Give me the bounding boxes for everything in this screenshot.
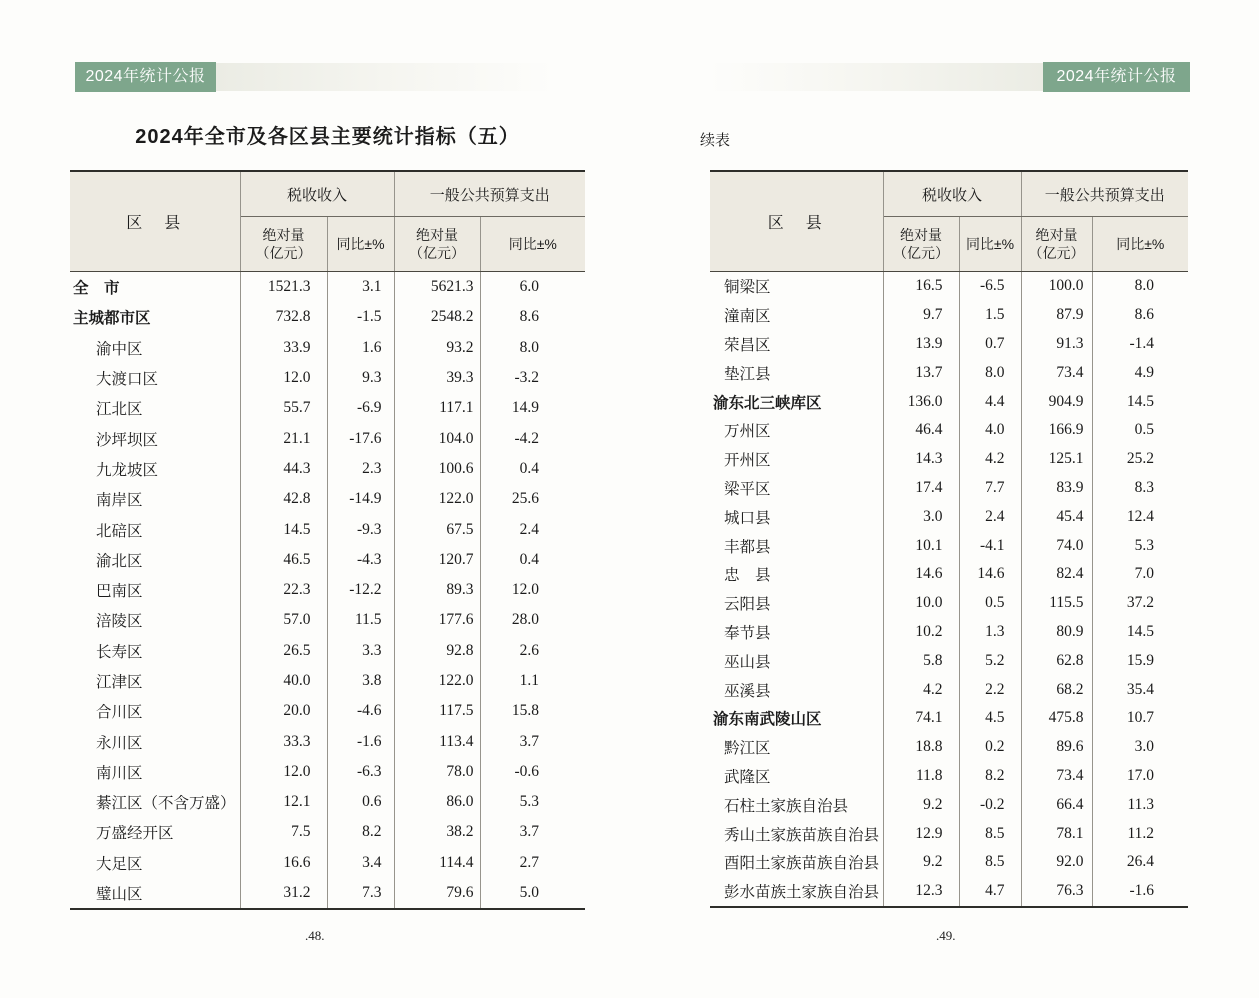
value-cell: 2.4 (959, 502, 1021, 531)
value-cell: 100.0 (1021, 272, 1092, 301)
value-cell: 73.4 (1021, 358, 1092, 387)
region-name: 主城都市区 (70, 302, 240, 332)
value-cell: 14.5 (1092, 618, 1188, 647)
value-cell: 7.5 (240, 817, 327, 847)
value-cell: 15.8 (480, 696, 585, 726)
region-name: 璧山区 (70, 878, 240, 909)
region-name: 万盛经开区 (70, 817, 240, 847)
absolute-amount-label: 绝对量 (1035, 227, 1078, 243)
value-cell: 5.8 (883, 646, 959, 675)
value-cell: 26.4 (1092, 848, 1188, 877)
value-cell: 0.6 (327, 787, 394, 817)
col-header-absolute-amount (240, 217, 327, 272)
value-cell: 10.2 (883, 618, 959, 647)
value-cell: 1.6 (327, 333, 394, 363)
value-cell: 732.8 (240, 302, 327, 332)
absolute-amount-label: 绝对量 (262, 227, 305, 243)
value-cell: 0.4 (480, 545, 585, 575)
value-cell: 2.4 (480, 514, 585, 544)
value-cell: 91.3 (1021, 330, 1092, 359)
left-table-header (70, 171, 585, 272)
table-row (710, 733, 1188, 762)
value-cell: 8.5 (959, 819, 1021, 848)
value-cell: 20.0 (240, 696, 327, 726)
value-cell: 2.6 (480, 636, 585, 666)
value-cell: 12.3 (883, 877, 959, 907)
region-name: 秀山土家族苗族自治县 (710, 819, 883, 848)
table-row (710, 790, 1188, 819)
region-name: 綦江区（不含万盛） (70, 787, 240, 817)
region-name: 长寿区 (70, 636, 240, 666)
value-cell: 8.2 (327, 817, 394, 847)
value-cell: 3.0 (1092, 733, 1188, 762)
value-cell: 4.2 (883, 675, 959, 704)
value-cell: 104.0 (394, 423, 480, 453)
value-cell: 1.3 (959, 618, 1021, 647)
value-cell: 78.0 (394, 757, 480, 787)
table-row (70, 787, 585, 817)
value-cell: -0.2 (959, 790, 1021, 819)
table-row (710, 445, 1188, 474)
value-cell: -4.3 (327, 545, 394, 575)
value-cell: 76.3 (1021, 877, 1092, 907)
continued-table-label: 续表 (700, 132, 731, 149)
value-cell: 57.0 (240, 605, 327, 635)
value-cell: 26.5 (240, 636, 327, 666)
value-cell: 35.4 (1092, 675, 1188, 704)
value-cell: 1.1 (480, 666, 585, 696)
value-cell: 3.0 (883, 502, 959, 531)
table-row (70, 666, 585, 696)
value-cell: 14.9 (480, 393, 585, 423)
table-row (710, 330, 1188, 359)
value-cell: 14.5 (240, 514, 327, 544)
col-header-budget-expenditure: 一般公共预算支出 (1021, 171, 1188, 217)
value-cell: 17.0 (1092, 762, 1188, 791)
value-cell: 11.8 (883, 762, 959, 791)
value-cell: 42.8 (240, 484, 327, 514)
col-header-budget-expenditure: 一般公共预算支出 (394, 171, 585, 217)
value-cell: 6.0 (480, 272, 585, 303)
value-cell: 2548.2 (394, 302, 480, 332)
value-cell: 3.7 (480, 726, 585, 756)
region-name: 石柱土家族自治县 (710, 790, 883, 819)
value-cell: 115.5 (1021, 589, 1092, 618)
region-name: 南川区 (70, 757, 240, 787)
value-cell: 7.7 (959, 474, 1021, 503)
region-name: 云阳县 (710, 589, 883, 618)
value-cell: 92.8 (394, 636, 480, 666)
region-name: 渝中区 (70, 333, 240, 363)
value-cell: 0.7 (959, 330, 1021, 359)
value-cell: 12.4 (1092, 502, 1188, 531)
value-cell: 5.0 (480, 878, 585, 909)
value-cell: 8.0 (1092, 272, 1188, 301)
value-cell: -3.2 (480, 363, 585, 393)
value-cell: 136.0 (883, 387, 959, 416)
table-row (70, 636, 585, 666)
value-cell: 122.0 (394, 484, 480, 514)
value-cell: 21.1 (240, 423, 327, 453)
value-cell: 120.7 (394, 545, 480, 575)
value-cell: 8.3 (1092, 474, 1188, 503)
col-header-yoy: 同比±% (959, 217, 1021, 272)
header-strip-left (216, 63, 554, 91)
value-cell: 89.3 (394, 575, 480, 605)
value-cell: 80.9 (1021, 618, 1092, 647)
table-row (70, 302, 585, 332)
region-name: 涪陵区 (70, 605, 240, 635)
table-row (70, 817, 585, 847)
region-name: 渝东南武陵山区 (710, 704, 883, 733)
table-row (70, 605, 585, 635)
value-cell: 45.4 (1021, 502, 1092, 531)
value-cell: 9.2 (883, 848, 959, 877)
col-header-yoy: 同比±% (327, 217, 394, 272)
region-name: 忠 县 (710, 560, 883, 589)
value-cell: 14.6 (959, 560, 1021, 589)
value-cell: 55.7 (240, 393, 327, 423)
value-cell: -6.5 (959, 272, 1021, 301)
value-cell: 13.7 (883, 358, 959, 387)
value-cell: 8.6 (480, 302, 585, 332)
table-row (710, 848, 1188, 877)
header-badge-right: 2024年统计公报 (1043, 62, 1190, 92)
value-cell: 8.6 (1092, 301, 1188, 330)
table-row (710, 646, 1188, 675)
value-cell: 113.4 (394, 726, 480, 756)
value-cell: 22.3 (240, 575, 327, 605)
region-name: 丰都县 (710, 531, 883, 560)
value-cell: 37.2 (1092, 589, 1188, 618)
value-cell: 10.0 (883, 589, 959, 618)
table-row (70, 696, 585, 726)
table-row (710, 762, 1188, 791)
table-row (710, 416, 1188, 445)
region-name: 九龙坡区 (70, 454, 240, 484)
absolute-amount-unit: （亿元） (255, 245, 312, 261)
table-row (710, 272, 1188, 301)
value-cell: 904.9 (1021, 387, 1092, 416)
region-name: 垫江县 (710, 358, 883, 387)
region-name: 开州区 (710, 445, 883, 474)
region-name: 南岸区 (70, 484, 240, 514)
value-cell: 114.4 (394, 848, 480, 878)
value-cell: 5.2 (959, 646, 1021, 675)
value-cell: 74.1 (883, 704, 959, 733)
value-cell: 31.2 (240, 878, 327, 909)
value-cell: 62.8 (1021, 646, 1092, 675)
table-row (70, 393, 585, 423)
value-cell: 100.6 (394, 454, 480, 484)
table-row (710, 560, 1188, 589)
value-cell: 28.0 (480, 605, 585, 635)
value-cell: 3.4 (327, 848, 394, 878)
region-name: 渝北区 (70, 545, 240, 575)
left-table-body (70, 272, 585, 910)
table-row (710, 387, 1188, 416)
value-cell: 8.0 (959, 358, 1021, 387)
value-cell: 73.4 (1021, 762, 1092, 791)
value-cell: 2.7 (480, 848, 585, 878)
value-cell: 87.9 (1021, 301, 1092, 330)
value-cell: 12.1 (240, 787, 327, 817)
value-cell: 67.5 (394, 514, 480, 544)
region-name: 江津区 (70, 666, 240, 696)
value-cell: 12.0 (480, 575, 585, 605)
right-table-header (710, 171, 1188, 272)
value-cell: 3.8 (327, 666, 394, 696)
header-badge-left: 2024年统计公报 (75, 62, 216, 92)
region-name: 沙坪坝区 (70, 423, 240, 453)
value-cell: 14.6 (883, 560, 959, 589)
value-cell: 93.2 (394, 333, 480, 363)
value-cell: 25.6 (480, 484, 585, 514)
value-cell: 1.5 (959, 301, 1021, 330)
region-name: 永川区 (70, 726, 240, 756)
region-name: 北碚区 (70, 514, 240, 544)
value-cell: 8.0 (480, 333, 585, 363)
col-header-yoy: 同比±% (480, 217, 585, 272)
table-row (710, 877, 1188, 907)
value-cell: -4.1 (959, 531, 1021, 560)
region-name: 潼南区 (710, 301, 883, 330)
value-cell: -9.3 (327, 514, 394, 544)
region-name: 江北区 (70, 393, 240, 423)
region-name: 渝东北三峡库区 (710, 387, 883, 416)
value-cell: 11.2 (1092, 819, 1188, 848)
region-name: 万州区 (710, 416, 883, 445)
region-name: 荣昌区 (710, 330, 883, 359)
value-cell: 83.9 (1021, 474, 1092, 503)
page-title: 2024年全市及各区县主要统计指标（五） (135, 126, 520, 148)
value-cell: 12.0 (240, 363, 327, 393)
table-row (710, 819, 1188, 848)
value-cell: 0.5 (1092, 416, 1188, 445)
absolute-amount-label: 绝对量 (416, 227, 459, 243)
region-name: 巫山县 (710, 646, 883, 675)
value-cell: 4.0 (959, 416, 1021, 445)
table-row (710, 358, 1188, 387)
value-cell: 9.3 (327, 363, 394, 393)
value-cell: 78.1 (1021, 819, 1092, 848)
value-cell: -12.2 (327, 575, 394, 605)
value-cell: 7.3 (327, 878, 394, 909)
absolute-amount-unit: （亿元） (409, 245, 466, 261)
table-row (70, 575, 585, 605)
region-name: 彭水苗族土家族自治县 (710, 877, 883, 907)
value-cell: 18.8 (883, 733, 959, 762)
value-cell: 16.6 (240, 848, 327, 878)
value-cell: -4.2 (480, 423, 585, 453)
right-table-body (710, 272, 1188, 907)
value-cell: 14.3 (883, 445, 959, 474)
value-cell: 11.3 (1092, 790, 1188, 819)
value-cell: 2.3 (327, 454, 394, 484)
table-row (710, 704, 1188, 733)
value-cell: 5.3 (1092, 531, 1188, 560)
region-name: 梁平区 (710, 474, 883, 503)
table-row (710, 675, 1188, 704)
table-row (70, 363, 585, 393)
value-cell: 25.2 (1092, 445, 1188, 474)
value-cell: 82.4 (1021, 560, 1092, 589)
value-cell: 4.2 (959, 445, 1021, 474)
col-header-absolute-amount (1021, 217, 1092, 272)
region-name: 黔江区 (710, 733, 883, 762)
region-name: 大足区 (70, 848, 240, 878)
page-number-right: .49. (936, 928, 956, 943)
value-cell: 4.9 (1092, 358, 1188, 387)
right-stats-table (710, 170, 1188, 908)
value-cell: 4.5 (959, 704, 1021, 733)
value-cell: 0.2 (959, 733, 1021, 762)
value-cell: 12.0 (240, 757, 327, 787)
table-row (710, 301, 1188, 330)
region-name: 酉阳土家族苗族自治县 (710, 848, 883, 877)
table-row (710, 618, 1188, 647)
absolute-amount-unit: （亿元） (1028, 245, 1085, 261)
value-cell: 5621.3 (394, 272, 480, 303)
value-cell: 44.3 (240, 454, 327, 484)
table-row (70, 423, 585, 453)
value-cell: 33.3 (240, 726, 327, 756)
absolute-amount-unit: （亿元） (893, 245, 949, 261)
value-cell: 66.4 (1021, 790, 1092, 819)
table-row (70, 848, 585, 878)
table-row (70, 514, 585, 544)
value-cell: 16.5 (883, 272, 959, 301)
col-header-region: 区 县 (710, 171, 883, 272)
col-header-absolute-amount (394, 217, 480, 272)
region-name: 城口县 (710, 502, 883, 531)
value-cell: -1.6 (327, 726, 394, 756)
value-cell: 68.2 (1021, 675, 1092, 704)
table-row (710, 474, 1188, 503)
value-cell: -0.6 (480, 757, 585, 787)
table-row (710, 531, 1188, 560)
value-cell: 8.2 (959, 762, 1021, 791)
value-cell: 4.7 (959, 877, 1021, 907)
value-cell: 3.7 (480, 817, 585, 847)
value-cell: 4.4 (959, 387, 1021, 416)
value-cell: -17.6 (327, 423, 394, 453)
value-cell: 10.1 (883, 531, 959, 560)
region-name: 巫溪县 (710, 675, 883, 704)
value-cell: 5.3 (480, 787, 585, 817)
value-cell: 33.9 (240, 333, 327, 363)
value-cell: 2.2 (959, 675, 1021, 704)
value-cell: 8.5 (959, 848, 1021, 877)
region-name: 武隆区 (710, 762, 883, 791)
value-cell: 40.0 (240, 666, 327, 696)
value-cell: 9.7 (883, 301, 959, 330)
table-row (70, 272, 585, 303)
left-stats-table (70, 170, 585, 910)
value-cell: 39.3 (394, 363, 480, 393)
value-cell: 117.1 (394, 393, 480, 423)
value-cell: 46.4 (883, 416, 959, 445)
col-header-region: 区 县 (70, 171, 240, 272)
value-cell: 89.6 (1021, 733, 1092, 762)
value-cell: 17.4 (883, 474, 959, 503)
table-row (70, 454, 585, 484)
value-cell: 3.3 (327, 636, 394, 666)
value-cell: 9.2 (883, 790, 959, 819)
value-cell: 177.6 (394, 605, 480, 635)
absolute-amount-label: 绝对量 (900, 227, 942, 243)
value-cell: 38.2 (394, 817, 480, 847)
value-cell: 74.0 (1021, 531, 1092, 560)
region-name: 巴南区 (70, 575, 240, 605)
col-header-yoy: 同比±% (1092, 217, 1188, 272)
value-cell: 92.0 (1021, 848, 1092, 877)
value-cell: 15.9 (1092, 646, 1188, 675)
value-cell: 3.1 (327, 272, 394, 303)
value-cell: -4.6 (327, 696, 394, 726)
value-cell: 79.6 (394, 878, 480, 909)
table-row (70, 726, 585, 756)
value-cell: 0.4 (480, 454, 585, 484)
value-cell: 14.5 (1092, 387, 1188, 416)
table-row (70, 333, 585, 363)
region-name: 大渡口区 (70, 363, 240, 393)
table-row (70, 757, 585, 787)
region-name: 铜梁区 (710, 272, 883, 301)
value-cell: -6.9 (327, 393, 394, 423)
value-cell: -1.6 (1092, 877, 1188, 907)
value-cell: -6.3 (327, 757, 394, 787)
value-cell: -1.5 (327, 302, 394, 332)
value-cell: 12.9 (883, 819, 959, 848)
col-header-absolute-amount (883, 217, 959, 272)
region-name: 全 市 (70, 272, 240, 303)
region-name: 合川区 (70, 696, 240, 726)
header-strip-right (708, 63, 1043, 91)
table-row (70, 878, 585, 909)
value-cell: 0.5 (959, 589, 1021, 618)
value-cell: 122.0 (394, 666, 480, 696)
value-cell: 475.8 (1021, 704, 1092, 733)
value-cell: 11.5 (327, 605, 394, 635)
value-cell: -1.4 (1092, 330, 1188, 359)
region-name: 奉节县 (710, 618, 883, 647)
col-header-tax-revenue: 税收收入 (240, 171, 394, 217)
col-header-tax-revenue: 税收收入 (883, 171, 1021, 217)
value-cell: 46.5 (240, 545, 327, 575)
page-number-left: .48. (305, 928, 325, 943)
value-cell: 166.9 (1021, 416, 1092, 445)
table-row (710, 502, 1188, 531)
value-cell: 125.1 (1021, 445, 1092, 474)
value-cell: -14.9 (327, 484, 394, 514)
value-cell: 10.7 (1092, 704, 1188, 733)
value-cell: 13.9 (883, 330, 959, 359)
table-row (710, 589, 1188, 618)
value-cell: 117.5 (394, 696, 480, 726)
value-cell: 7.0 (1092, 560, 1188, 589)
value-cell: 1521.3 (240, 272, 327, 303)
value-cell: 86.0 (394, 787, 480, 817)
table-row (70, 545, 585, 575)
table-row (70, 484, 585, 514)
